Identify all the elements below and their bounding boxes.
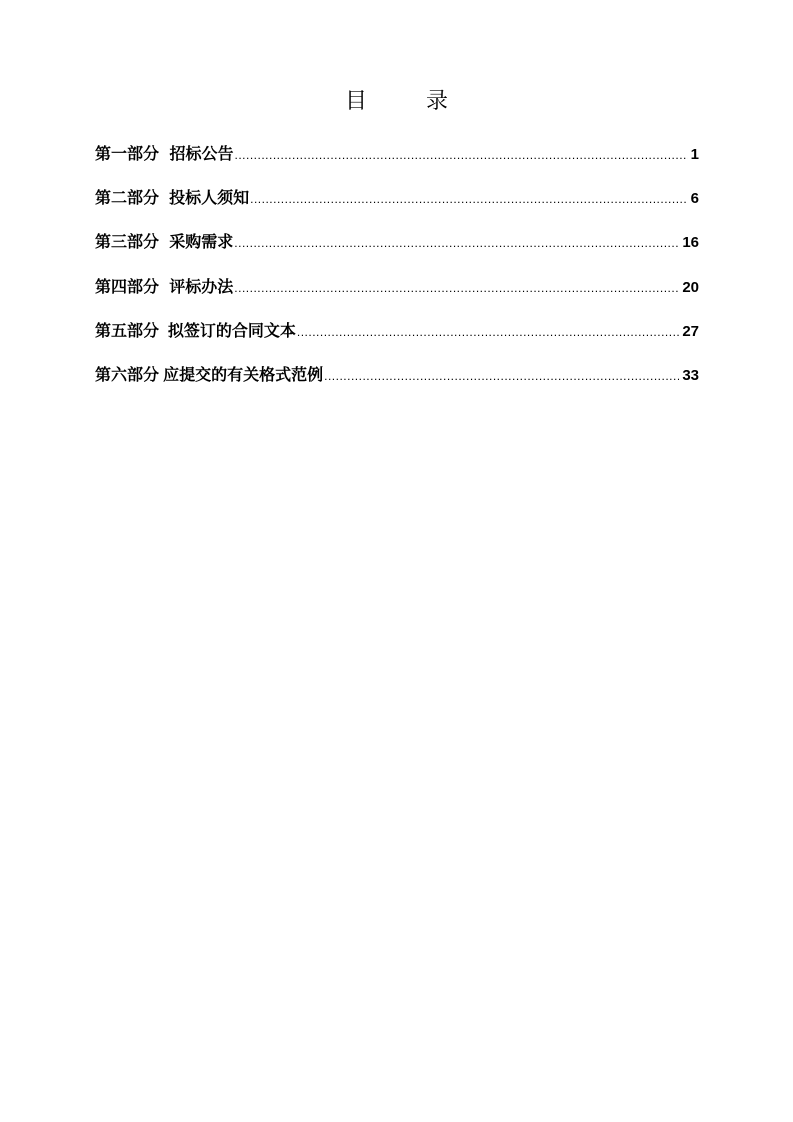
toc-entry-part-6[interactable] [95,360,699,404]
toc-dot-leader [250,184,688,214]
toc-page-number: 27 [682,322,699,340]
toc-entry-part-1[interactable] [95,139,699,183]
toc-page-number: 33 [682,366,699,384]
toc-section-name: 采购需求 [169,232,234,252]
toc-entry-part-4[interactable] [95,272,699,316]
toc-section-label: 第一部分 [95,144,160,163]
toc-dot-leader [234,140,687,170]
toc-section-name: 应提交的有关格式范例 [163,364,324,384]
toc-dot-leader [234,228,679,258]
toc-entry-part-3[interactable] [95,227,699,271]
toc-dot-leader [234,273,679,303]
toc-dot-leader [324,361,679,391]
toc-page-number: 20 [682,278,699,296]
toc-section-name: 招标公告 [169,144,234,163]
toc-section-label: 第三部分 [95,232,160,252]
toc-page-number: 6 [690,190,699,208]
toc-entry-part-2[interactable] [95,183,699,227]
toc-dot-leader [297,317,679,347]
toc-section-label: 第五部分 [95,320,160,340]
toc-section-label: 第六部分 [95,364,160,384]
toc-section-name: 拟签订的合同文本 [167,320,296,340]
toc-section-name: 投标人须知 [169,188,250,208]
toc-entry-part-5[interactable] [95,316,699,360]
toc-page-number: 1 [690,146,699,163]
toc-title: 目 录 [345,89,474,114]
toc-section-label: 第二部分 [95,188,160,208]
toc-section-name: 评标办法 [169,276,234,296]
toc-page-number: 16 [682,234,699,252]
toc-section-label: 第四部分 [95,276,160,296]
table-of-contents [95,139,699,404]
